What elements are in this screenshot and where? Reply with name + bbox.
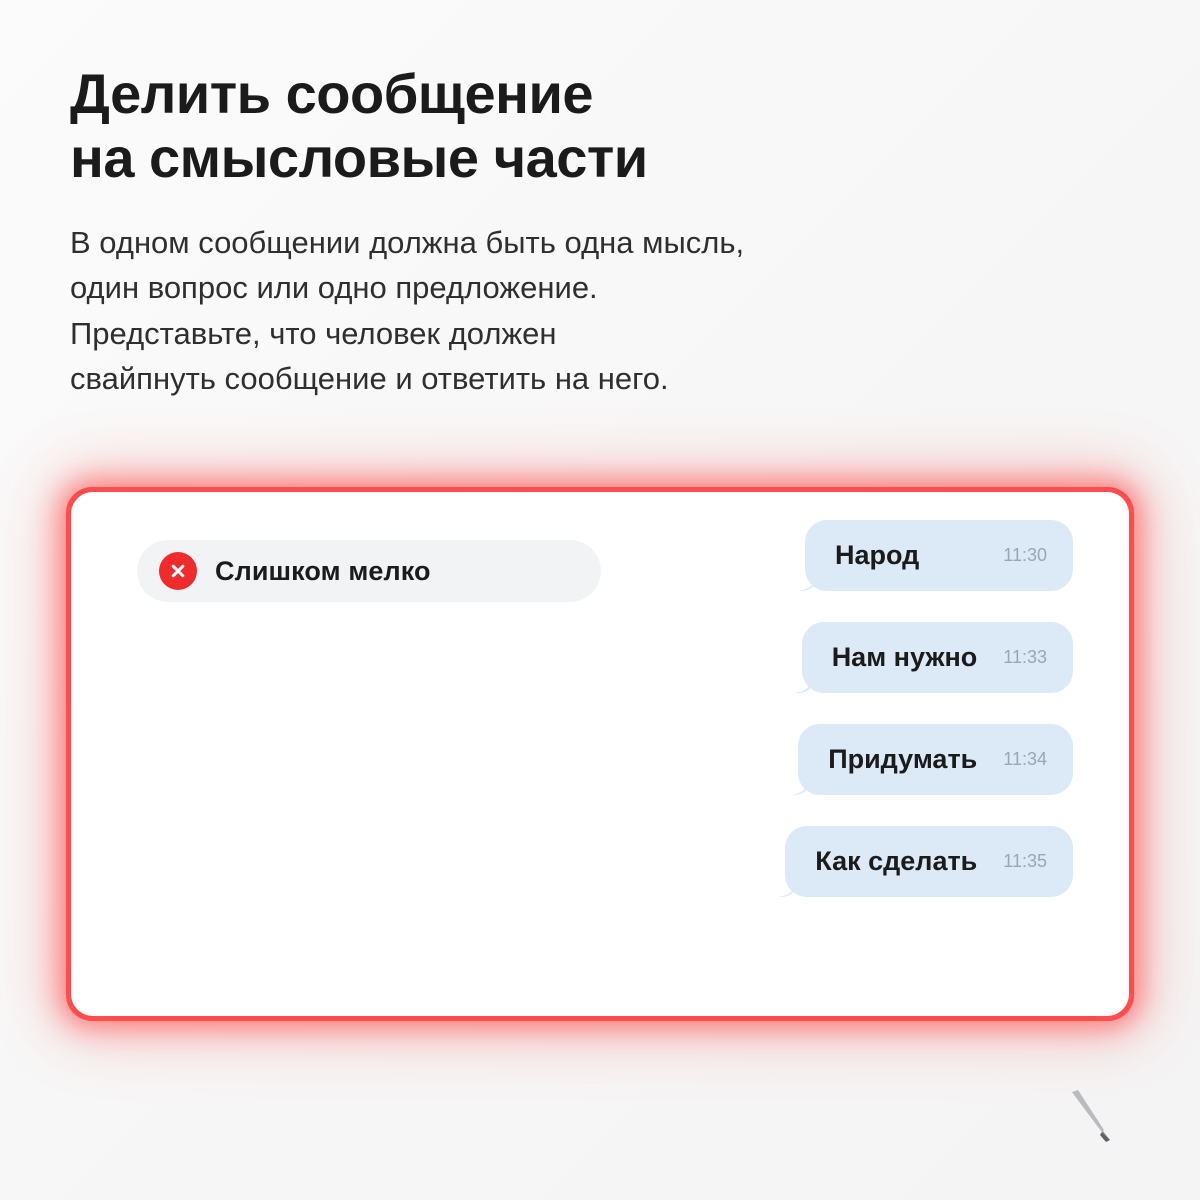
chat-bubble xyxy=(785,826,1073,897)
chat-bubble xyxy=(798,724,1073,795)
chat-bubble xyxy=(805,520,1073,591)
chat-bubble-text: Народ xyxy=(835,540,920,570)
status-badge xyxy=(137,540,601,602)
chat-thread xyxy=(673,520,1073,897)
chat-bubble-text: Нам нужно xyxy=(831,642,978,672)
page-subtitle-line-3: Представьте, что человек должен xyxy=(70,315,557,351)
status-badge-label: Слишком мелко xyxy=(215,555,431,586)
page-subtitle-line-2: один вопрос или одно предложение. xyxy=(70,270,598,306)
chat-bubble-time: 11:33 xyxy=(1003,647,1047,667)
close-circle-icon xyxy=(159,552,197,590)
chat-bubble-time: 11:30 xyxy=(1003,545,1047,565)
page-subtitle-line-4: свайпнуть сообщение и ответить на него. xyxy=(70,361,669,397)
chat-bubble xyxy=(802,622,1073,693)
page-title-line-1: Делить сообщение xyxy=(70,62,594,125)
pen-icon xyxy=(1058,1080,1130,1152)
chat-bubble-text: Как сделать xyxy=(815,846,978,876)
card-body xyxy=(71,492,1129,1016)
example-card xyxy=(66,487,1134,1021)
page-title xyxy=(70,62,970,190)
chat-bubble-time: 11:34 xyxy=(1003,749,1047,769)
chat-bubble-time: 11:35 xyxy=(1003,851,1047,871)
chat-bubble-text: Придумать xyxy=(828,744,978,774)
page-subtitle-line-1: В одном сообщении должна быть одна мысль, xyxy=(70,224,745,260)
page-title-line-2: на смысловые части xyxy=(70,125,648,189)
page-subtitle xyxy=(70,220,1000,402)
